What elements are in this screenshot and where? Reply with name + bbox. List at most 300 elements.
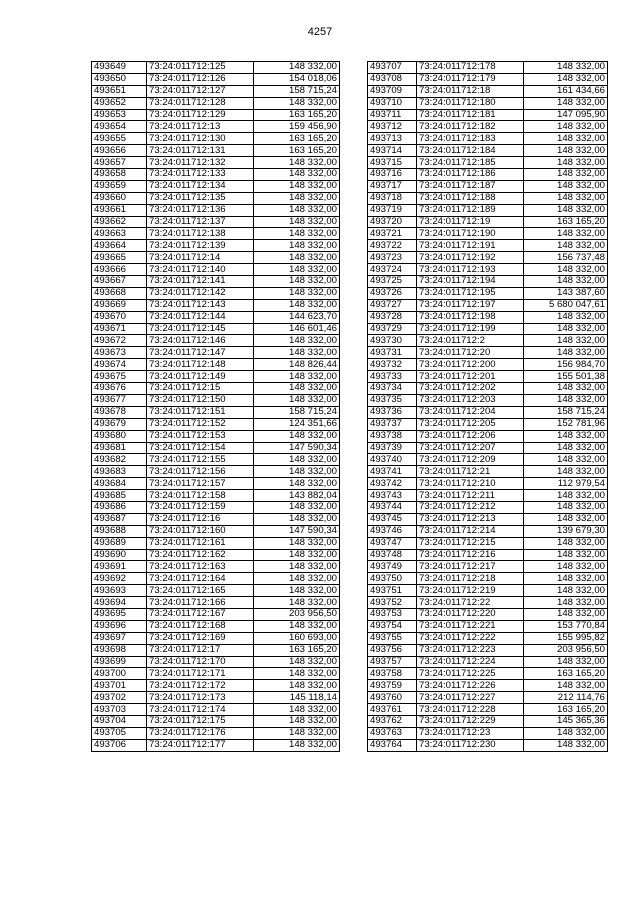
value-cell: 148 332,00 xyxy=(524,490,608,502)
row-number-cell: 493736 xyxy=(368,406,417,418)
row-number-cell: 493710 xyxy=(368,97,417,109)
row-number-cell: 493725 xyxy=(368,276,417,288)
row-number-cell: 493712 xyxy=(368,121,417,133)
table-row xyxy=(368,157,608,169)
table-row xyxy=(92,406,340,418)
table-row xyxy=(368,311,608,323)
table-row xyxy=(92,192,340,204)
registry-table-right xyxy=(367,61,608,752)
value-cell: 148 332,00 xyxy=(254,704,340,716)
cadastral-number-cell: 73:24:011712:172 xyxy=(147,680,254,692)
value-cell: 143 882,04 xyxy=(254,490,340,502)
row-number-cell: 493653 xyxy=(92,109,147,121)
value-cell: 148 332,00 xyxy=(254,240,340,252)
value-cell: 161 434,66 xyxy=(524,85,608,97)
table-row xyxy=(368,704,608,716)
cadastral-number-cell: 73:24:011712:176 xyxy=(147,727,254,739)
value-cell: 148 332,00 xyxy=(254,715,340,727)
cadastral-number-cell: 73:24:011712:17 xyxy=(147,644,254,656)
cadastral-number-cell: 73:24:011712:128 xyxy=(147,97,254,109)
cadastral-number-cell: 73:24:011712:194 xyxy=(417,276,524,288)
row-number-cell: 493706 xyxy=(92,739,147,751)
table-row xyxy=(368,537,608,549)
table-row xyxy=(368,335,608,347)
cadastral-number-cell: 73:24:011712:200 xyxy=(417,359,524,371)
value-cell: 148 332,00 xyxy=(254,347,340,359)
row-number-cell: 493659 xyxy=(92,180,147,192)
value-cell: 145 365,36 xyxy=(524,715,608,727)
cadastral-number-cell: 73:24:011712:170 xyxy=(147,656,254,668)
value-cell: 148 332,00 xyxy=(254,727,340,739)
cadastral-number-cell: 73:24:011712:189 xyxy=(417,204,524,216)
cadastral-number-cell: 73:24:011712:191 xyxy=(417,240,524,252)
cadastral-number-cell: 73:24:011712:22 xyxy=(417,597,524,609)
value-cell: 148 332,00 xyxy=(524,739,608,751)
value-cell: 148 332,00 xyxy=(524,727,608,739)
row-number-cell: 493698 xyxy=(92,644,147,656)
value-cell: 159 456,90 xyxy=(254,121,340,133)
cadastral-number-cell: 73:24:011712:130 xyxy=(147,133,254,145)
value-cell: 148 332,00 xyxy=(254,501,340,513)
row-number-cell: 493751 xyxy=(368,585,417,597)
cadastral-number-cell: 73:24:011712:163 xyxy=(147,561,254,573)
row-number-cell: 493671 xyxy=(92,323,147,335)
table-row xyxy=(92,335,340,347)
value-cell: 148 332,00 xyxy=(524,597,608,609)
row-number-cell: 493674 xyxy=(92,359,147,371)
value-cell: 148 332,00 xyxy=(254,656,340,668)
value-cell: 148 332,00 xyxy=(254,299,340,311)
table-row xyxy=(92,549,340,561)
cadastral-number-cell: 73:24:011712:224 xyxy=(417,656,524,668)
row-number-cell: 493683 xyxy=(92,466,147,478)
table-row xyxy=(92,454,340,466)
row-number-cell: 493701 xyxy=(92,680,147,692)
cadastral-number-cell: 73:24:011712:153 xyxy=(147,430,254,442)
value-cell: 163 165,20 xyxy=(254,145,340,157)
table-row xyxy=(92,620,340,632)
table-row xyxy=(368,97,608,109)
row-number-cell: 493730 xyxy=(368,335,417,347)
row-number-cell: 493715 xyxy=(368,157,417,169)
cadastral-number-cell: 73:24:011712:144 xyxy=(147,311,254,323)
value-cell: 146 601,46 xyxy=(254,323,340,335)
row-number-cell: 493748 xyxy=(368,549,417,561)
value-cell: 163 165,20 xyxy=(524,704,608,716)
value-cell: 148 332,00 xyxy=(254,192,340,204)
row-number-cell: 493657 xyxy=(92,157,147,169)
cadastral-number-cell: 73:24:011712:147 xyxy=(147,347,254,359)
table-row xyxy=(92,704,340,716)
value-cell: 148 332,00 xyxy=(254,585,340,597)
value-cell: 148 332,00 xyxy=(524,537,608,549)
value-cell: 145 118,14 xyxy=(254,692,340,704)
row-number-cell: 493738 xyxy=(368,430,417,442)
cadastral-number-cell: 73:24:011712:214 xyxy=(417,525,524,537)
cadastral-number-cell: 73:24:011712:195 xyxy=(417,287,524,299)
row-number-cell: 493762 xyxy=(368,715,417,727)
row-number-cell: 493656 xyxy=(92,145,147,157)
table-row xyxy=(368,597,608,609)
value-cell: 148 332,00 xyxy=(524,608,608,620)
row-number-cell: 493735 xyxy=(368,394,417,406)
table-row xyxy=(368,394,608,406)
table-row xyxy=(92,287,340,299)
table-row xyxy=(92,97,340,109)
value-cell: 148 332,00 xyxy=(254,180,340,192)
table-row xyxy=(92,204,340,216)
row-number-cell: 493650 xyxy=(92,73,147,85)
table-row xyxy=(92,490,340,502)
row-number-cell: 493652 xyxy=(92,97,147,109)
value-cell: 148 332,00 xyxy=(254,394,340,406)
row-number-cell: 493746 xyxy=(368,525,417,537)
cadastral-number-cell: 73:24:011712:167 xyxy=(147,608,254,620)
table-row xyxy=(92,85,340,97)
table-row xyxy=(368,620,608,632)
cadastral-number-cell: 73:24:011712:168 xyxy=(147,620,254,632)
row-number-cell: 493697 xyxy=(92,632,147,644)
value-cell: 148 332,00 xyxy=(524,549,608,561)
row-number-cell: 493670 xyxy=(92,311,147,323)
value-cell: 112 979,54 xyxy=(524,478,608,490)
cadastral-number-cell: 73:24:011712:23 xyxy=(417,727,524,739)
cadastral-number-cell: 73:24:011712:157 xyxy=(147,478,254,490)
cadastral-number-cell: 73:24:011712:160 xyxy=(147,525,254,537)
row-number-cell: 493699 xyxy=(92,656,147,668)
value-cell: 148 332,00 xyxy=(524,501,608,513)
row-number-cell: 493692 xyxy=(92,573,147,585)
value-cell: 156 984,70 xyxy=(524,359,608,371)
cadastral-number-cell: 73:24:011712:132 xyxy=(147,157,254,169)
value-cell: 148 332,00 xyxy=(524,62,608,74)
row-number-cell: 493661 xyxy=(92,204,147,216)
cadastral-number-cell: 73:24:011712:180 xyxy=(417,97,524,109)
table-row xyxy=(92,585,340,597)
row-number-cell: 493733 xyxy=(368,371,417,383)
row-number-cell: 493676 xyxy=(92,383,147,395)
table-row xyxy=(92,347,340,359)
table-row xyxy=(92,109,340,121)
row-number-cell: 493757 xyxy=(368,656,417,668)
table-row xyxy=(92,501,340,513)
row-number-cell: 493665 xyxy=(92,252,147,264)
table-row xyxy=(92,442,340,454)
cadastral-number-cell: 73:24:011712:13 xyxy=(147,121,254,133)
value-cell: 148 332,00 xyxy=(524,169,608,181)
cadastral-number-cell: 73:24:011712:210 xyxy=(417,478,524,490)
table-row xyxy=(368,133,608,145)
row-number-cell: 493667 xyxy=(92,276,147,288)
table-row xyxy=(92,478,340,490)
value-cell: 139 679,30 xyxy=(524,525,608,537)
value-cell: 148 332,00 xyxy=(254,383,340,395)
value-cell: 163 165,20 xyxy=(254,644,340,656)
value-cell: 155 501,38 xyxy=(524,371,608,383)
table-row xyxy=(368,466,608,478)
table-row xyxy=(92,597,340,609)
value-cell: 148 332,00 xyxy=(524,192,608,204)
cadastral-number-cell: 73:24:011712:199 xyxy=(417,323,524,335)
value-cell: 148 332,00 xyxy=(524,240,608,252)
table-row xyxy=(368,585,608,597)
table-row xyxy=(368,192,608,204)
cadastral-number-cell: 73:24:011712:230 xyxy=(417,739,524,751)
cadastral-number-cell: 73:24:011712:228 xyxy=(417,704,524,716)
row-number-cell: 493672 xyxy=(92,335,147,347)
row-number-cell: 493693 xyxy=(92,585,147,597)
table-row xyxy=(92,62,340,74)
table-row xyxy=(368,478,608,490)
cadastral-number-cell: 73:24:011712:181 xyxy=(417,109,524,121)
table-row xyxy=(92,561,340,573)
cadastral-number-cell: 73:24:011712:192 xyxy=(417,252,524,264)
cadastral-number-cell: 73:24:011712:149 xyxy=(147,371,254,383)
cadastral-number-cell: 73:24:011712:212 xyxy=(417,501,524,513)
value-cell: 148 332,00 xyxy=(254,204,340,216)
cadastral-number-cell: 73:24:011712:182 xyxy=(417,121,524,133)
cadastral-number-cell: 73:24:011712:209 xyxy=(417,454,524,466)
row-number-cell: 493708 xyxy=(368,73,417,85)
row-number-cell: 493727 xyxy=(368,299,417,311)
value-cell: 148 332,00 xyxy=(254,62,340,74)
row-number-cell: 493741 xyxy=(368,466,417,478)
value-cell: 203 956,50 xyxy=(254,608,340,620)
cadastral-number-cell: 73:24:011712:186 xyxy=(417,169,524,181)
table-row xyxy=(92,430,340,442)
value-cell: 148 332,00 xyxy=(524,133,608,145)
cadastral-number-cell: 73:24:011712:152 xyxy=(147,418,254,430)
table-row xyxy=(368,490,608,502)
cadastral-number-cell: 73:24:011712:140 xyxy=(147,264,254,276)
row-number-cell: 493760 xyxy=(368,692,417,704)
row-number-cell: 493678 xyxy=(92,406,147,418)
value-cell: 148 332,00 xyxy=(524,73,608,85)
value-cell: 148 332,00 xyxy=(524,454,608,466)
table-row xyxy=(92,264,340,276)
cadastral-number-cell: 73:24:011712:14 xyxy=(147,252,254,264)
value-cell: 148 332,00 xyxy=(524,228,608,240)
row-number-cell: 493664 xyxy=(92,240,147,252)
cadastral-number-cell: 73:24:011712:177 xyxy=(147,739,254,751)
value-cell: 158 715,24 xyxy=(524,406,608,418)
cadastral-number-cell: 73:24:011712:184 xyxy=(417,145,524,157)
value-cell: 163 165,20 xyxy=(254,133,340,145)
table-row xyxy=(92,680,340,692)
value-cell: 143 387,60 xyxy=(524,287,608,299)
value-cell: 148 332,00 xyxy=(254,466,340,478)
value-cell: 148 332,00 xyxy=(254,573,340,585)
cadastral-number-cell: 73:24:011712:193 xyxy=(417,264,524,276)
cadastral-number-cell: 73:24:011712:227 xyxy=(417,692,524,704)
row-number-cell: 493662 xyxy=(92,216,147,228)
value-cell: 148 332,00 xyxy=(254,276,340,288)
table-row xyxy=(92,180,340,192)
cadastral-number-cell: 73:24:011712:21 xyxy=(417,466,524,478)
table-row xyxy=(368,430,608,442)
value-cell: 147 590,34 xyxy=(254,442,340,454)
registry-table-left xyxy=(91,61,340,752)
value-cell: 148 332,00 xyxy=(254,739,340,751)
table-row xyxy=(368,513,608,525)
table-row xyxy=(368,145,608,157)
value-cell: 144 623,70 xyxy=(254,311,340,323)
cadastral-number-cell: 73:24:011712:142 xyxy=(147,287,254,299)
cadastral-number-cell: 73:24:011712:136 xyxy=(147,204,254,216)
cadastral-number-cell: 73:24:011712:206 xyxy=(417,430,524,442)
row-number-cell: 493684 xyxy=(92,478,147,490)
cadastral-number-cell: 73:24:011712:20 xyxy=(417,347,524,359)
value-cell: 148 332,00 xyxy=(254,454,340,466)
cadastral-number-cell: 73:24:011712:135 xyxy=(147,192,254,204)
table-row xyxy=(368,240,608,252)
value-cell: 148 332,00 xyxy=(524,383,608,395)
value-cell: 148 332,00 xyxy=(254,335,340,347)
row-number-cell: 493747 xyxy=(368,537,417,549)
table-row xyxy=(92,537,340,549)
table-row xyxy=(368,347,608,359)
value-cell: 148 332,00 xyxy=(524,323,608,335)
value-cell: 163 165,20 xyxy=(254,109,340,121)
table-row xyxy=(92,525,340,537)
table-row xyxy=(92,299,340,311)
row-number-cell: 493675 xyxy=(92,371,147,383)
table-row xyxy=(368,204,608,216)
row-number-cell: 493724 xyxy=(368,264,417,276)
row-number-cell: 493713 xyxy=(368,133,417,145)
value-cell: 148 332,00 xyxy=(254,537,340,549)
row-number-cell: 493704 xyxy=(92,715,147,727)
row-number-cell: 493750 xyxy=(368,573,417,585)
table-row xyxy=(368,573,608,585)
table-row xyxy=(92,216,340,228)
row-number-cell: 493685 xyxy=(92,490,147,502)
cadastral-number-cell: 73:24:011712:150 xyxy=(147,394,254,406)
row-number-cell: 493649 xyxy=(92,62,147,74)
row-number-cell: 493744 xyxy=(368,501,417,513)
row-number-cell: 493723 xyxy=(368,252,417,264)
cadastral-number-cell: 73:24:011712:166 xyxy=(147,597,254,609)
row-number-cell: 493687 xyxy=(92,513,147,525)
value-cell: 158 715,24 xyxy=(254,85,340,97)
cadastral-number-cell: 73:24:011712:204 xyxy=(417,406,524,418)
table-row xyxy=(368,549,608,561)
value-cell: 156 737,48 xyxy=(524,252,608,264)
cadastral-number-cell: 73:24:011712:178 xyxy=(417,62,524,74)
row-number-cell: 493663 xyxy=(92,228,147,240)
value-cell: 148 332,00 xyxy=(524,394,608,406)
row-number-cell: 493729 xyxy=(368,323,417,335)
page-number: 4257 xyxy=(307,26,333,38)
value-cell: 148 332,00 xyxy=(524,561,608,573)
row-number-cell: 493743 xyxy=(368,490,417,502)
value-cell: 148 332,00 xyxy=(524,145,608,157)
row-number-cell: 493673 xyxy=(92,347,147,359)
cadastral-number-cell: 73:24:011712:141 xyxy=(147,276,254,288)
row-number-cell: 493705 xyxy=(92,727,147,739)
row-number-cell: 493668 xyxy=(92,287,147,299)
cadastral-number-cell: 73:24:011712:156 xyxy=(147,466,254,478)
value-cell: 148 332,00 xyxy=(524,466,608,478)
table-row xyxy=(92,121,340,133)
value-cell: 148 332,00 xyxy=(524,347,608,359)
table-row xyxy=(92,169,340,181)
value-cell: 148 332,00 xyxy=(254,216,340,228)
cadastral-number-cell: 73:24:011712:16 xyxy=(147,513,254,525)
value-cell: 148 332,00 xyxy=(524,335,608,347)
cadastral-number-cell: 73:24:011712:226 xyxy=(417,680,524,692)
table-row xyxy=(92,668,340,680)
table-row xyxy=(368,525,608,537)
table-row xyxy=(92,632,340,644)
row-number-cell: 493691 xyxy=(92,561,147,573)
value-cell: 148 332,00 xyxy=(254,668,340,680)
cadastral-number-cell: 73:24:011712:15 xyxy=(147,383,254,395)
cadastral-number-cell: 73:24:011712:125 xyxy=(147,62,254,74)
cadastral-number-cell: 73:24:011712:203 xyxy=(417,394,524,406)
row-number-cell: 493739 xyxy=(368,442,417,454)
row-number-cell: 493677 xyxy=(92,394,147,406)
row-number-cell: 493709 xyxy=(368,85,417,97)
row-number-cell: 493682 xyxy=(92,454,147,466)
cadastral-number-cell: 73:24:011712:213 xyxy=(417,513,524,525)
row-number-cell: 493666 xyxy=(92,264,147,276)
row-number-cell: 493719 xyxy=(368,204,417,216)
table-row xyxy=(368,454,608,466)
table-row xyxy=(368,739,608,751)
table-row xyxy=(368,668,608,680)
value-cell: 148 332,00 xyxy=(254,252,340,264)
cadastral-number-cell: 73:24:011712:146 xyxy=(147,335,254,347)
cadastral-number-cell: 73:24:011712:205 xyxy=(417,418,524,430)
table-row xyxy=(368,442,608,454)
cadastral-number-cell: 73:24:011712:143 xyxy=(147,299,254,311)
row-number-cell: 493749 xyxy=(368,561,417,573)
row-number-cell: 493681 xyxy=(92,442,147,454)
row-number-cell: 493680 xyxy=(92,430,147,442)
table-row xyxy=(92,145,340,157)
cadastral-number-cell: 73:24:011712:161 xyxy=(147,537,254,549)
row-number-cell: 493759 xyxy=(368,680,417,692)
value-cell: 148 332,00 xyxy=(254,430,340,442)
row-number-cell: 493707 xyxy=(368,62,417,74)
table-row xyxy=(368,109,608,121)
row-number-cell: 493696 xyxy=(92,620,147,632)
row-number-cell: 493717 xyxy=(368,180,417,192)
value-cell: 154 018,06 xyxy=(254,73,340,85)
row-number-cell: 493756 xyxy=(368,644,417,656)
table-row xyxy=(368,383,608,395)
table-row xyxy=(368,252,608,264)
row-number-cell: 493702 xyxy=(92,692,147,704)
table-row xyxy=(92,573,340,585)
row-number-cell: 493731 xyxy=(368,347,417,359)
cadastral-number-cell: 73:24:011712:179 xyxy=(417,73,524,85)
table-row xyxy=(92,466,340,478)
row-number-cell: 493688 xyxy=(92,525,147,537)
row-number-cell: 493720 xyxy=(368,216,417,228)
cadastral-number-cell: 73:24:011712:2 xyxy=(417,335,524,347)
table-row xyxy=(368,371,608,383)
table-row xyxy=(92,739,340,751)
value-cell: 148 332,00 xyxy=(254,264,340,276)
row-number-cell: 493655 xyxy=(92,133,147,145)
row-number-cell: 493654 xyxy=(92,121,147,133)
cadastral-number-cell: 73:24:011712:162 xyxy=(147,549,254,561)
table-row xyxy=(368,727,608,739)
table-row xyxy=(368,287,608,299)
table-row xyxy=(92,323,340,335)
